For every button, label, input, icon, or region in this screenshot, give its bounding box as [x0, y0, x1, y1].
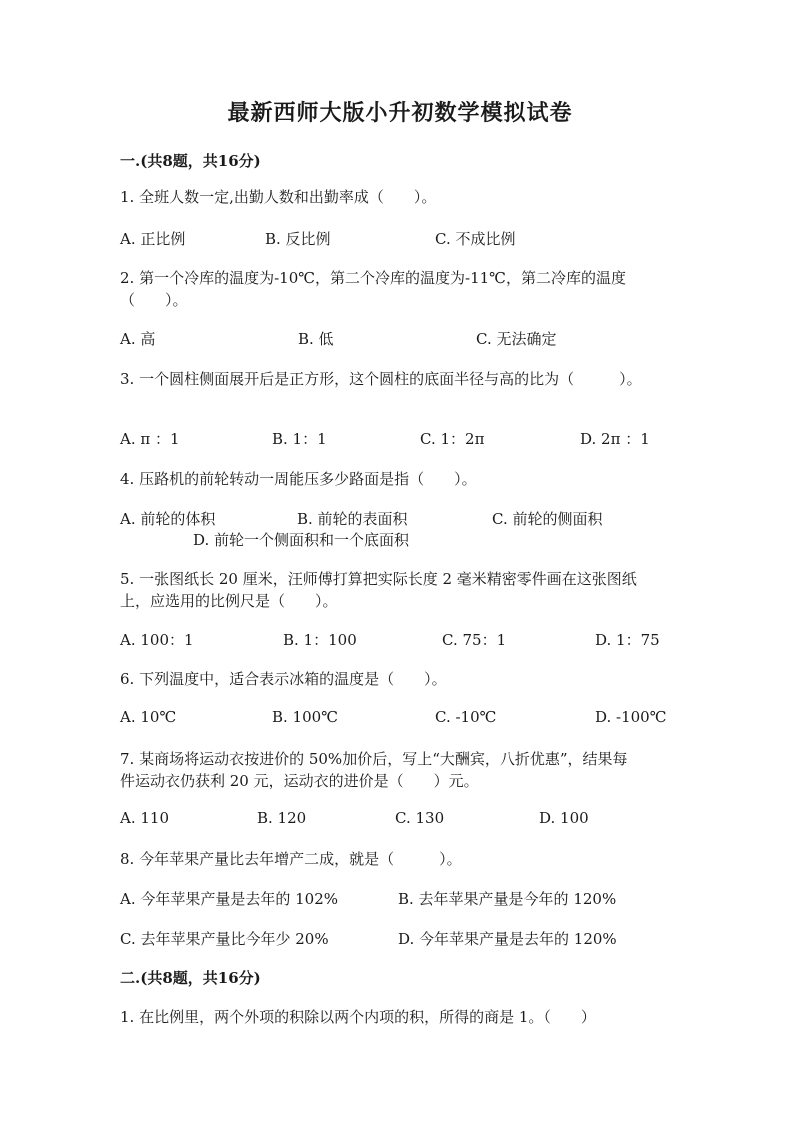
q5-option-d: D. 1：75: [595, 631, 660, 649]
question-5-line-1: 5. 一张图纸长 20 厘米，汪师傅打算把实际长度 2 毫米精密零件画在这张图纸: [120, 570, 637, 588]
q6-option-b: B. 100℃: [272, 708, 338, 726]
q2-option-c: C. 无法确定: [476, 330, 557, 348]
q6-option-c: C. -10℃: [435, 708, 497, 726]
q7-option-d: D. 100: [539, 809, 589, 827]
q3-option-c: C. 1：2π: [420, 430, 485, 448]
q8-option-c: C. 去年苹果产量比今年少 20%: [120, 930, 329, 948]
q7-option-a: A. 110: [120, 809, 169, 827]
q1-option-a: A. 正比例: [120, 230, 186, 248]
question-4: 4. 压路机的前轮转动一周能压多少路面是指（ ）。: [120, 470, 477, 488]
q5-option-b: B. 1：100: [283, 631, 357, 649]
question-5-line-2: 上，应选用的比例尺是（ ）。: [120, 592, 338, 610]
true-false-question-1: 1. 在比例里，两个外项的积除以两个内项的积，所得的商是 1。（ ）: [120, 1008, 596, 1026]
question-2-line-2: （ ）。: [120, 291, 188, 309]
q8-option-a: A. 今年苹果产量是去年的 102%: [120, 890, 339, 908]
q6-option-a: A. 10℃: [120, 708, 177, 726]
page-title: 最新西师大版小升初数学模拟试卷: [227, 100, 573, 126]
q4-option-b: B. 前轮的表面积: [297, 510, 408, 528]
q3-option-d: D. 2π ：1: [580, 430, 650, 448]
question-7-line-2: 件运动衣仍获利 20 元，运动衣的进价是（ ）元。: [120, 772, 479, 790]
q3-option-a: A. π ：1: [120, 430, 180, 448]
q4-option-c: C. 前轮的侧面积: [492, 510, 603, 528]
q1-option-c: C. 不成比例: [435, 230, 516, 248]
q3-option-b: B. 1：1: [272, 430, 327, 448]
q6-option-d: D. -100℃: [595, 708, 667, 726]
question-1: 1. 全班人数一定,出勤人数和出勤率成（ ）。: [120, 188, 437, 206]
question-2-line-1: 2. 第一个冷库的温度为-10℃，第二个冷库的温度为-11℃，第二冷库的温度: [120, 269, 626, 287]
q8-option-d: D. 今年苹果产量是去年的 120%: [398, 930, 617, 948]
q8-option-b: B. 去年苹果产量是今年的 120%: [398, 890, 617, 908]
question-6: 6. 下列温度中，适合表示冰箱的温度是（ ）。: [120, 670, 447, 688]
q1-option-b: B. 反比例: [265, 230, 331, 248]
question-7-line-1: 7. 某商场将运动衣按进价的 50%加价后，写上“大酬宾，八折优惠”，结果每: [120, 750, 628, 768]
section-heading-1: 一.(共8题，共16分): [120, 152, 261, 170]
question-3: 3. 一个圆柱侧面展开后是正方形，这个圆柱的底面半径与高的比为（ ）。: [120, 370, 642, 388]
q7-option-c: C. 130: [395, 809, 445, 827]
q4-option-d: D. 前轮一个侧面积和一个底面积: [193, 531, 410, 549]
section-heading-2: 二.(共8题，共16分): [120, 969, 261, 987]
q5-option-a: A. 100：1: [120, 631, 194, 649]
q2-option-b: B. 低: [298, 330, 334, 348]
q5-option-c: C. 75：1: [442, 631, 507, 649]
q2-option-a: A. 高: [120, 330, 156, 348]
q4-option-a: A. 前轮的体积: [120, 510, 216, 528]
question-8: 8. 今年苹果产量比去年增产二成，就是（ ）。: [120, 850, 462, 868]
q7-option-b: B. 120: [257, 809, 307, 827]
